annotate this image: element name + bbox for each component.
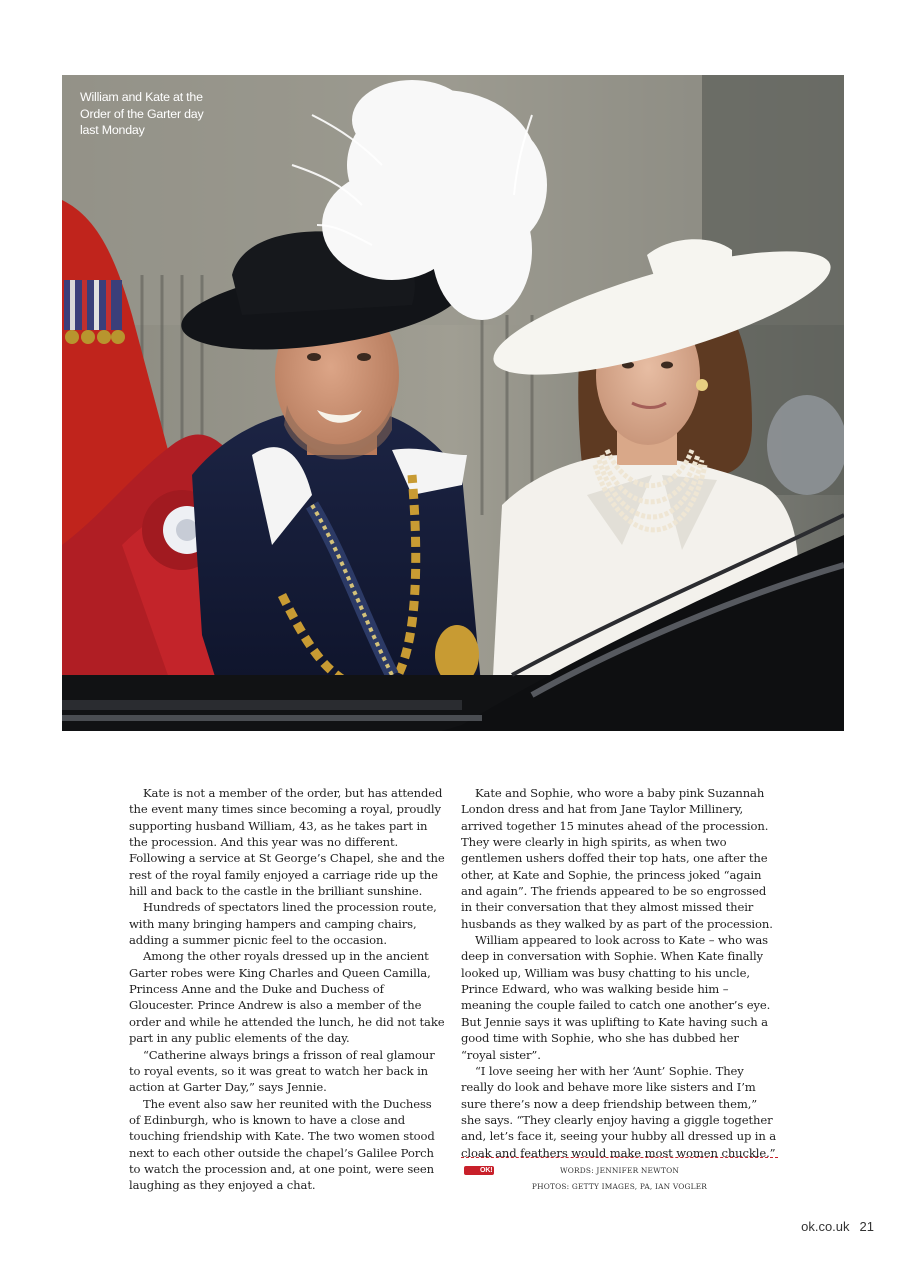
- ok-end-mark: OK!: [464, 1166, 494, 1175]
- page-footer: [801, 1219, 874, 1234]
- credits: [461, 1157, 778, 1195]
- photo-caption: William and Kate at the Order of the Garter day last Monday: [80, 90, 204, 137]
- paragraph: Hundreds of spectators lined the procession route, with many bringing hampers and camping chairs, adding a summer picnic feel to the occasion.: [129, 900, 437, 948]
- paragraph: William appeared to look across to Kate – who was deep in conversation with Sophie. When Kate finally looked up, William was busy chatting to his uncle, Prince Edward, who was walking beside him – meaning the couple failed to catch one another’s eye. But Jennie says it was uplifting to Kate having such a good time with Sophie, who she has dubbed her “royal sister”.: [461, 933, 771, 1062]
- lead-photo: [62, 75, 844, 731]
- photos-credit: PHOTOS: GETTY IMAGES, PA, IAN VOGLER: [531, 1182, 708, 1191]
- paragraph: Among the other royals dressed up in the ancient Garter robes were King Charles and Queen Camilla, Princess Anne and the Duke and Duchess of Gloucester. Prince Andrew is also a member of the order and while he attended the lunch, he did not take part in any public elements of the day.: [129, 949, 445, 1046]
- paragraph-text: “I love seeing her with her ‘Aunt’ Sophie. They really do look and behave more like sisters and I’m sure there’s now a deep friendship between them,” she says. “They clearly enjoy having a giggle together and, let’s face it, seeing your hubby all dressed up in a cloak and feathers would make most women chuckle.”: [461, 1063, 777, 1160]
- paragraph: Kate is not a member of the order, but has attended the event many times since becoming a royal, proudly supporting husband William, 43, as he takes part in the procession. And this year was no different. Following a service at St George’s Chapel, she and the rest of the royal family enjoyed a carriage ride up the hill and back to the castle in the brilliant sunshine.: [129, 786, 445, 899]
- paragraph: “Catherine always brings a frisson of real glamour to royal events, so it was great to watch her back in action at Garter Day,” says Jennie.: [129, 1047, 435, 1095]
- article-column-1: [129, 785, 445, 1194]
- paragraph: The event also saw her reunited with the Duchess of Edinburgh, who is known to have a close and touching friendship with Kate. The two women stood next to each other outside the chapel’s Galilee Porch to watch the procession and, at one point, were seen laughing as they enjoyed a chat.: [129, 1096, 435, 1193]
- words-credit: WORDS: JENNIFER NEWTON: [559, 1166, 679, 1175]
- photo-illustration: [62, 75, 844, 731]
- page-number: 21: [859, 1219, 874, 1234]
- article-column-2: [461, 785, 777, 1177]
- site-url[interactable]: ok.co.uk: [801, 1219, 850, 1234]
- paragraph: Kate and Sophie, who wore a baby pink Suzannah London dress and hat from Jane Taylor Millinery, arrived together 15 minutes ahead of the procession. They were clearly in high spirits, as when two gentlemen ushers doffed their top hats, one after the other, at Kate and Sophie, the princess joked “again and again”. The friends appeared to be so engrossed in their conversation that they almost missed their husbands as they walked by as part of the procession.: [461, 786, 773, 931]
